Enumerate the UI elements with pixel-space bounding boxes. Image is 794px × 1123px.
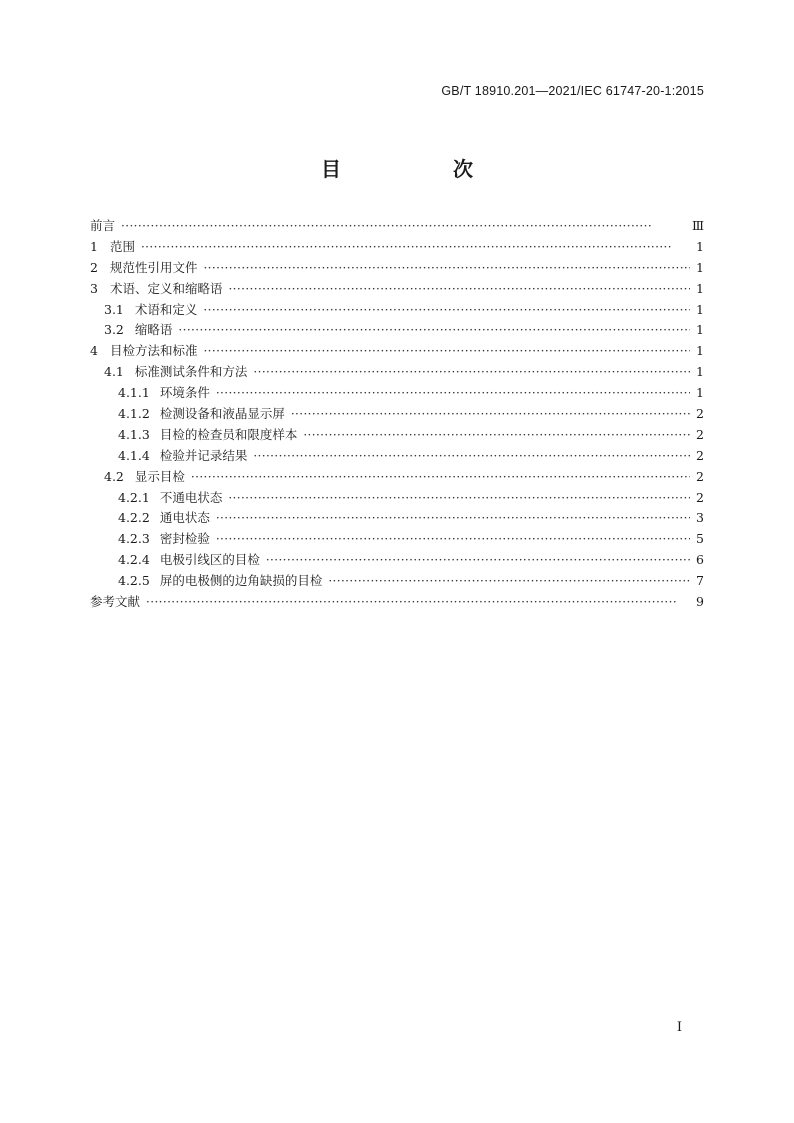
- toc-dot-leader: [203, 258, 690, 279]
- toc-entry-page: 1: [696, 280, 704, 296]
- toc-entry-4-2-4[interactable]: [90, 550, 704, 571]
- toc-entry-1[interactable]: [90, 237, 704, 258]
- toc-entry-page: 1: [696, 301, 704, 317]
- toc-entry-number: 4.2: [104, 468, 124, 484]
- toc-dot-leader: [266, 550, 690, 571]
- toc-entry-4-2[interactable]: [90, 467, 704, 488]
- toc-entry-number: 4.1.1: [118, 385, 150, 401]
- toc-entry-label: 显示目检: [134, 468, 185, 484]
- toc-dot-leader: [291, 404, 690, 425]
- toc-entry-number: 3.1: [104, 301, 124, 317]
- toc-dot-leader: [141, 237, 690, 258]
- toc-dot-leader: [191, 467, 690, 488]
- toc-entry-label: 目检的检查员和限度样本: [159, 426, 298, 442]
- toc-entry-number: 4.2.1: [118, 489, 150, 505]
- standard-code-header: GB/T 18910.201—2021/IEC 61747-20-1:2015: [441, 84, 704, 98]
- toc-entry-4[interactable]: [90, 341, 704, 362]
- toc-entry-number: 4.2.5: [118, 573, 150, 589]
- toc-dot-leader: [228, 279, 690, 300]
- toc-dot-leader: [216, 383, 690, 404]
- toc-entry-3[interactable]: [90, 279, 704, 300]
- toc-entry-2[interactable]: [90, 258, 704, 279]
- toc-dot-leader: [216, 508, 690, 529]
- toc-entry-3-1[interactable]: [90, 300, 704, 321]
- toc-entry-label: 检验并记录结果: [159, 447, 248, 463]
- toc-entry-page: 3: [696, 510, 704, 526]
- toc-entry-3-2[interactable]: [90, 320, 704, 341]
- toc-entry-page: 1: [696, 259, 704, 275]
- toc-entry-number: 3.2: [104, 322, 124, 338]
- table-of-contents: [90, 216, 704, 613]
- toc-entry-4-2-2[interactable]: [90, 508, 704, 529]
- toc-dot-leader: [228, 488, 690, 509]
- toc-entry-number: 4.1: [104, 364, 124, 380]
- toc-entry-page: 2: [696, 426, 704, 442]
- toc-entry-page: 2: [696, 468, 704, 484]
- toc-entry-page: 2: [696, 447, 704, 463]
- toc-entry-number: 4.2.3: [118, 531, 150, 547]
- toc-entry-preface[interactable]: [90, 216, 704, 237]
- toc-entry-number: 3: [90, 280, 98, 296]
- toc-entry-number: 2: [90, 259, 98, 275]
- toc-entry-number: 4.1.3: [118, 426, 150, 442]
- toc-entry-label: 通电状态: [159, 510, 210, 526]
- toc-entry-label: 环境条件: [159, 385, 210, 401]
- toc-entry-number: 4: [90, 343, 98, 359]
- toc-entry-label: 规范性引用文件: [109, 259, 198, 275]
- toc-entry-label: 标准测试条件和方法: [134, 364, 248, 380]
- toc-entry-label: 参考文献: [90, 594, 141, 610]
- toc-entry-page: Ⅲ: [691, 218, 704, 233]
- toc-entry-4-1-3[interactable]: [90, 425, 704, 446]
- toc-entry-label: 密封检验: [159, 531, 210, 547]
- toc-entry-label: 前言: [90, 218, 116, 233]
- toc-entry-number: 1: [90, 238, 98, 254]
- toc-dot-leader: [253, 362, 690, 383]
- toc-entry-4-2-3[interactable]: [90, 529, 704, 550]
- toc-entry-label: 范围: [109, 238, 135, 254]
- toc-entry-page: 5: [696, 531, 704, 547]
- toc-entry-label: 电极引线区的目检: [159, 552, 260, 568]
- toc-entry-page: 1: [696, 322, 704, 338]
- toc-entry-page: 1: [696, 238, 704, 254]
- toc-entry-label: 检测设备和液晶显示屏: [159, 406, 285, 422]
- toc-entry-page: 1: [696, 385, 704, 401]
- toc-dot-leader: [146, 592, 690, 613]
- toc-entry-label: 术语和定义: [134, 301, 198, 317]
- toc-dot-leader: [203, 341, 690, 362]
- page-number: I: [676, 1020, 682, 1035]
- toc-entry-page: 1: [696, 364, 704, 380]
- toc-dot-leader: [253, 446, 690, 467]
- toc-entry-page: 7: [696, 573, 704, 589]
- toc-entry-page: 2: [696, 406, 704, 422]
- toc-entry-page: 6: [696, 552, 704, 568]
- toc-entry-number: 4.1.4: [118, 447, 150, 463]
- toc-entry-4-2-1[interactable]: [90, 488, 704, 509]
- toc-entry-4-1[interactable]: [90, 362, 704, 383]
- toc-entry-label: 术语、定义和缩略语: [109, 280, 223, 296]
- toc-entry-number: 4.1.2: [118, 406, 150, 422]
- toc-entry-4-2-5[interactable]: [90, 571, 704, 592]
- toc-entry-number: 4.2.2: [118, 510, 150, 526]
- toc-dot-leader: [216, 529, 690, 550]
- toc-entry-4-1-4[interactable]: [90, 446, 704, 467]
- page-title: 目 次: [321, 157, 519, 181]
- toc-entry-page: 2: [696, 489, 704, 505]
- toc-entry-4-1-2[interactable]: [90, 404, 704, 425]
- toc-entry-label: 不通电状态: [159, 489, 223, 505]
- toc-entry-bibliography[interactable]: [90, 592, 704, 613]
- toc-entry-label: 目检方法和标准: [109, 343, 198, 359]
- toc-entry-page: 9: [696, 594, 704, 610]
- toc-entry-4-1-1[interactable]: [90, 383, 704, 404]
- toc-dot-leader: [303, 425, 690, 446]
- toc-dot-leader: [328, 571, 690, 592]
- toc-entry-number: 4.2.4: [118, 552, 150, 568]
- toc-dot-leader: [121, 216, 688, 237]
- toc-entry-label: 缩略语: [134, 322, 173, 338]
- toc-dot-leader: [203, 300, 690, 321]
- toc-entry-label: 屏的电极侧的边角缺损的目检: [159, 573, 323, 589]
- toc-dot-leader: [178, 320, 690, 341]
- toc-entry-page: 1: [696, 343, 704, 359]
